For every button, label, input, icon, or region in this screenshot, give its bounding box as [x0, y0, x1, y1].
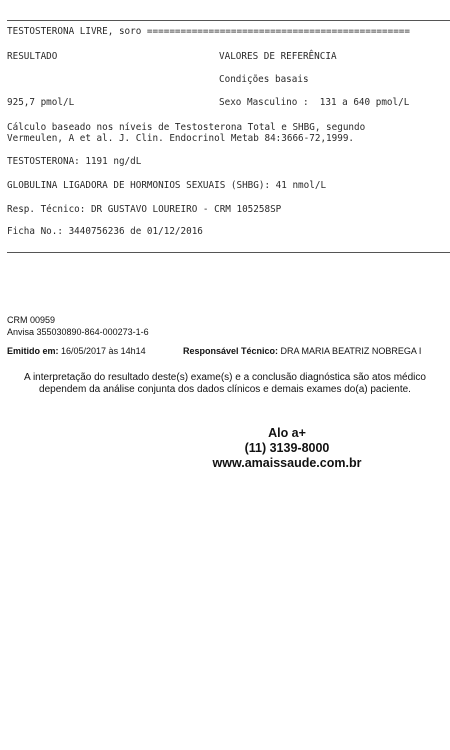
report-title: TESTOSTERONA LIVRE, soro =============================================== — [7, 26, 410, 37]
lab-crm: CRM 00959 — [7, 315, 56, 325]
disclaimer — [0, 372, 450, 396]
responsible-technician — [183, 346, 450, 356]
shbg-value: GLOBULINA LIGADORA DE HORMONIOS SEXUAIS (SHBG): 41 nmol/L — [7, 180, 327, 191]
contact-block — [0, 426, 450, 471]
testosterone-total: TESTOSTERONA: 1191 ng/dL — [7, 156, 142, 167]
issued-at — [7, 346, 146, 356]
reference-range: Sexo Masculino : 131 a 640 pmol/L — [219, 97, 410, 108]
record-number: Ficha No.: 3440756236 de 01/12/2016 — [7, 226, 203, 237]
calculation-note-line1: Cálculo baseado nos níveis de Testosterona Total e SHBG, segundo — [7, 122, 366, 133]
contact-name: Alo a+ — [268, 426, 306, 440]
condition-label: Condições basais — [219, 74, 309, 85]
top-divider — [7, 20, 450, 21]
disclaimer-line2: dependem da análise conjunta dos dados clínicos e demais exames do(a) paciente. — [39, 384, 411, 395]
technical-responsible: Resp. Técnico: DR GUSTAVO LOUREIRO - CRM 105258SP — [7, 204, 282, 215]
calculation-note-line2: Vermeulen, A et al. J. Clin. Endocrinol Metab 84:3666-72,1999. — [7, 133, 355, 144]
issued-value: 16/05/2017 às 14h14 — [58, 346, 146, 356]
reference-header: VALORES DE REFERÊNCIA — [219, 51, 337, 62]
responsible-value: DRA MARIA BEATRIZ NOBREGA I — [278, 346, 422, 356]
result-value: 925,7 pmol/L — [7, 97, 75, 108]
disclaimer-line1: A interpretação do resultado deste(s) exame(s) e a conclusão diagnóstica são atos médico — [24, 372, 426, 383]
responsible-label: Responsável Técnico: — [183, 346, 279, 356]
issued-label: Emitido em: — [7, 346, 59, 356]
result-header: RESULTADO — [7, 51, 58, 62]
lab-anvisa: Anvisa 355030890-864-000273-1-6 — [7, 327, 149, 337]
bottom-divider — [7, 252, 450, 253]
contact-website: www.amaissaude.com.br — [212, 456, 362, 470]
contact-phone: (11) 3139-8000 — [244, 441, 330, 455]
